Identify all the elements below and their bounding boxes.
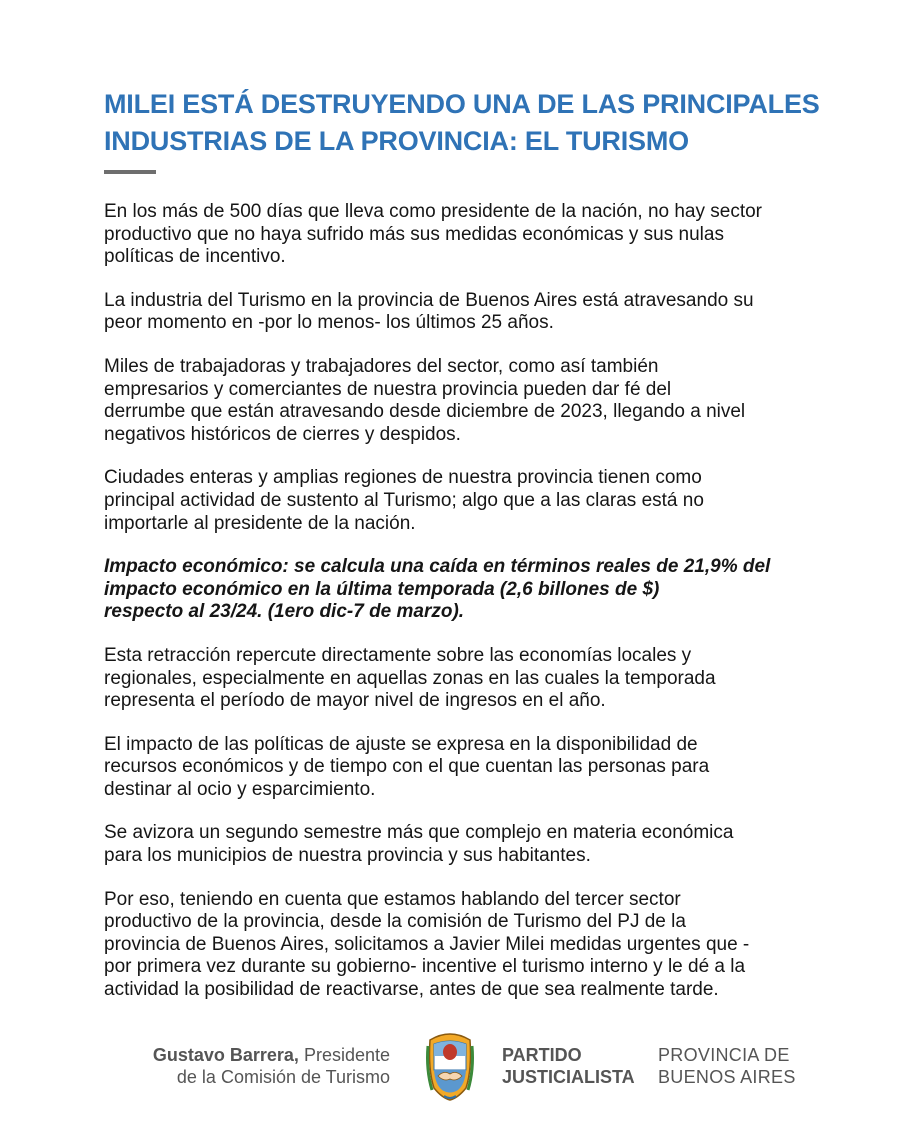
text-line: impacto económico en la última temporada (2,6 billones de $) (104, 578, 660, 600)
paragraph (104, 645, 824, 713)
article-body (104, 201, 824, 1023)
paragraph (104, 467, 824, 535)
paragraph (104, 290, 824, 335)
text-line: Ciudades enteras y amplias regiones de nuestra provincia tienen como (104, 467, 702, 489)
text-line: peor momento en -por lo menos- los últimos 25 años. (104, 312, 554, 334)
party-line-1: PARTIDO (502, 1045, 582, 1065)
title-line: MILEI ESTÁ DESTRUYENDO UNA DE LAS PRINCIPALES (104, 89, 820, 119)
signature-name: Gustavo Barrera, (152, 1045, 299, 1065)
province-line-1: PROVINCIA DE (658, 1045, 790, 1065)
province-name (658, 1044, 796, 1088)
province-line-2: BUENOS AIRES (658, 1067, 796, 1087)
text-line: Esta retracción repercute directamente sobre las economías locales y (104, 644, 692, 666)
text-line: respecto al 23/24. (1ero dic-7 de marzo). (104, 601, 465, 623)
text-line: derrumbe que están atravesando desde diciembre de 2023, llegando a nivel (104, 401, 746, 423)
page-title (104, 86, 844, 160)
text-line: productivo que no haya sufrido más sus medidas económicas y sus nulas (104, 223, 724, 245)
party-name (502, 1044, 635, 1088)
text-line: principal actividad de sustento al Turismo; algo que a las claras está no (104, 489, 704, 511)
text-line: importarle al presidente de la nación. (104, 512, 416, 534)
paragraph (104, 889, 824, 1002)
text-line: recursos económicos y de tiempo con el que cuentan las personas para (104, 756, 710, 778)
signature-line-2: de la Comisión de Turismo (176, 1067, 390, 1087)
text-line: regionales, especialmente en aquellas zonas en las cuales la temporada (104, 667, 716, 689)
paragraph (104, 734, 824, 802)
party-line-2: JUSTICIALISTA (502, 1067, 635, 1087)
signature-line-1 (153, 1044, 390, 1066)
paragraph (104, 356, 824, 446)
text-line: El impacto de las políticas de ajuste se expresa en la disponibilidad de (104, 733, 698, 755)
text-line: Impacto económico: se calcula una caída en términos reales de 21,9% del (104, 556, 771, 578)
text-line: productivo de la provincia, desde la comisión de Turismo del PJ de la (104, 911, 686, 933)
text-line: representa el período de mayor nivel de ingresos en el año. (104, 690, 606, 712)
text-line: Miles de trabajadoras y trabajadores del sector, como así también (104, 355, 659, 377)
paragraph (104, 822, 824, 867)
highlight-paragraph (104, 556, 824, 624)
paragraph (104, 201, 824, 269)
signature (153, 1044, 390, 1088)
text-line: La industria del Turismo en la provincia de Buenos Aires está atravesando su (104, 289, 754, 311)
text-line: empresarios y comerciantes de nuestra provincia pueden dar fé del (104, 378, 672, 400)
text-line: En los más de 500 días que lleva como presidente de la nación, no hay sector (104, 201, 763, 222)
footer (0, 1030, 900, 1110)
text-line: destinar al ocio y esparcimiento. (104, 778, 376, 800)
text-line: políticas de incentivo. (104, 246, 286, 268)
text-line: Se avizora un segundo semestre más que complejo en materia económica (104, 822, 734, 844)
text-line: por primera vez durante su gobierno- incentive el turismo interno y le dé a la (104, 956, 746, 978)
text-line: actividad la posibilidad de reactivarse, antes de que sea realmente tarde. (104, 979, 719, 1001)
text-line: negativos históricos de cierres y despidos. (104, 423, 461, 445)
text-line: provincia de Buenos Aires, solicitamos a Javier Milei medidas urgentes que - (104, 933, 750, 955)
signature-role: Presidente (298, 1045, 390, 1065)
partido-justicialista-shield-icon (424, 1030, 476, 1102)
text-line: para los municipios de nuestra provincia y sus habitantes. (104, 845, 591, 867)
text-line: Por eso, teniendo en cuenta que estamos hablando del tercer sector (104, 888, 681, 910)
title-divider (104, 170, 156, 174)
title-line: INDUSTRIAS DE LA PROVINCIA: EL TURISMO (104, 126, 689, 156)
